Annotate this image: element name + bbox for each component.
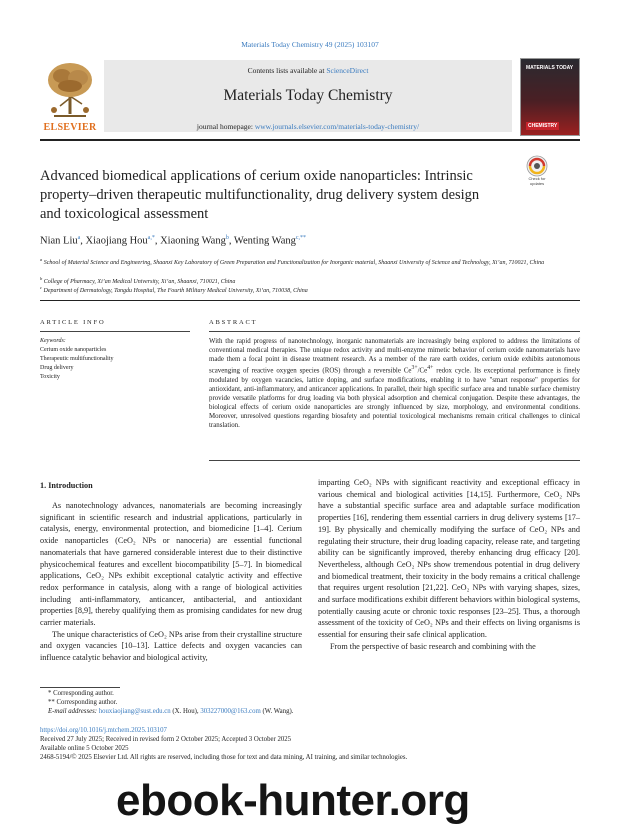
- abstract-superscript: 4+: [427, 365, 434, 372]
- journal-cover-thumbnail[interactable]: [520, 58, 580, 136]
- email-link[interactable]: 303227000@163.com: [200, 708, 261, 715]
- abstract-rule: [209, 331, 580, 332]
- cover-title: MATERIALS TODAY: [526, 65, 574, 71]
- sciencedirect-link[interactable]: ScienceDirect: [326, 66, 369, 75]
- author-affiliation-mark[interactable]: b: [225, 235, 229, 241]
- check-updates-label: Check for updates: [528, 176, 546, 186]
- body-paragraph: As nanotechnology advances, nanomaterials are becoming increasingly significant in scientific research and industrial applications, particularly in catalysis, energy, environmental protection, and biomedicine [1–4]. Cerium oxide nanoparticles (CeO₂ NPs or nanoceria) are essential functional nanomaterials that have garnered considerable interest due to their distinctive physicochemical features and excellent biocompatibility [5–7]. In biomedical applications, CeO₂ NPs exhibit exceptional catalytic activity and effective redox performance in catalysis, along with a range of biological activities including anti-inflammatory, anticancer, antibacterial, and antioxidant properties [8,9], thereby qualifying them as promising candidates for new drug carrier materials.: [40, 501, 302, 628]
- journal-masthead: [40, 58, 580, 136]
- abstract-text: [209, 337, 580, 430]
- body-paragraph: imparting CeO₂ NPs with significant reactivity and exceptional efficacy in various chemical and biological activities [14,15]. Furthermore, CeO₂ NPs have a substantial specific surface area and adaptable surface modification properties [16], rendering them essential carriers in drug delivery systems [17–19]. By physically and chemically modifying the surface of CeO₂ NPs and regulating their structure, their drug loading capacity, release rate, and targeting ability can be significantly improved, thereby enhancing drug efficacy [20]. Nevertheless, although CeO₂ NPs show tremendous potential in drug delivery and biomedical treatment, their toxicity in the body remains a critical challenge that requires urgent resolution [21,22]. CeO₂ NPs with varying shapes, sizes, and surface modifications exhibit different behaviors within biological systems, potentially causing acute or chronic toxic responses [23–25]. Thus, a thorough assessment of the toxicity of CeO₂ NPs and their effects on living organisms is essential for ensuring their safe clinical application.: [318, 478, 580, 640]
- publisher-wordmark: ELSEVIER: [43, 122, 97, 133]
- email-owner: (W. Wang).: [260, 708, 294, 715]
- affiliation-mark: c: [40, 285, 42, 290]
- body-column-right: [318, 477, 580, 653]
- email-owner: (X. Hou),: [170, 708, 201, 715]
- author-affiliation-mark[interactable]: a,*: [147, 235, 155, 241]
- body-column-left: [40, 500, 302, 664]
- author-name[interactable]: Xiaoning Wang: [160, 235, 226, 247]
- affiliation-a: [40, 256, 560, 267]
- homepage-line: [104, 122, 512, 131]
- corresponding-author-note: * Corresponding author.: [48, 690, 114, 697]
- affiliation-mark: b: [40, 276, 43, 281]
- email-line: [48, 707, 293, 716]
- keyword-item: Cerium oxide nanoparticles: [40, 347, 107, 353]
- abstract-part: With the rapid progress of nanotechnology, inorganic nanomaterials are increasingly being explored to address the limitations of conventional medical therapies. The unique redox activity and multi-enzyme mimetic behavior of cerium oxide nanomaterials have made them a focal point in disease treatment research. As a member of the rare earth oxides, cerium oxide exhibits autonomous scavenging of reactive oxygen species (ROS) through a reversible Ce: [209, 338, 580, 375]
- author-name[interactable]: Nian Liu: [40, 235, 78, 247]
- available-online-date: Available online 5 October 2025: [40, 745, 129, 752]
- keyword-item: Drug delivery: [40, 365, 74, 371]
- received-dates: Received 27 July 2025; Received in revised form 2 October 2025; Accepted 3 October 2025: [40, 736, 292, 743]
- article-info-rule: [40, 331, 190, 332]
- article-info-heading: ARTICLE INFO: [40, 319, 106, 326]
- doi-link[interactable]: https://doi.org/10.1016/j.mtchem.2025.103107: [40, 727, 167, 734]
- journal-reference-link[interactable]: Materials Today Chemistry 49 (2025) 103107: [241, 40, 379, 49]
- author-name[interactable]: Xiaojiang Hou: [85, 235, 148, 247]
- cover-word: CHEMISTRY: [528, 123, 558, 129]
- footnote-rule: [40, 687, 120, 688]
- author-affiliation-mark[interactable]: a: [77, 235, 81, 241]
- masthead-box: [104, 60, 512, 132]
- journal-name: Materials Today Chemistry: [223, 87, 393, 104]
- affiliation-text: School of Material Science and Engineering, Shaanxi Key Laboratory of Green Preparation and Functionalization for Inorganic material, Shaanxi University of Science and Technology, Xi’an, 710021, China: [43, 260, 545, 266]
- abstract-heading: ABSTRACT: [209, 319, 258, 326]
- masthead-rule: [40, 139, 580, 141]
- keyword-item: Therapeutic multifunctionality: [40, 356, 114, 362]
- affiliation-text: Department of Dermatology, Tangdu Hospital, The Fourth Military Medical University, Xi’an, 710038, China: [43, 288, 308, 294]
- corresponding-author-note: ** Corresponding author.: [48, 699, 118, 706]
- check-for-updates-badge[interactable]: [521, 155, 553, 189]
- header-rule: [40, 300, 580, 301]
- section-heading-introduction: 1. Introduction: [40, 481, 93, 490]
- abstract-bottom-rule: [209, 460, 580, 461]
- affiliation-mark: a: [40, 257, 43, 262]
- article-title: Advanced biomedical applications of cerium oxide nanoparticles: Intrinsic property–driven therapeutic multifunctionality, drug delivery system design and toxicological assessment: [40, 168, 480, 222]
- abstract-superscript: 3+: [411, 365, 418, 372]
- keywords-label: Keywords:: [40, 338, 66, 344]
- author-name[interactable]: Wenting Wang: [233, 235, 296, 247]
- affiliation-c: [40, 284, 560, 295]
- abstract-part: /Ce: [417, 367, 428, 375]
- check-updates-icon: [521, 155, 553, 177]
- email-label: E-mail addresses:: [48, 708, 99, 715]
- affiliation-text: College of Pharmacy, Xi’an Medical University, Xi’an, Shaanxi, 710021, China: [43, 279, 236, 285]
- body-paragraph: From the perspective of basic research and combining with the: [330, 641, 536, 651]
- journal-homepage-link[interactable]: www.journals.elsevier.com/materials-today-chemistry/: [254, 122, 420, 131]
- homepage-prefix: journal homepage:: [196, 122, 255, 131]
- abstract-part: redox cycle. Its exceptional performance is finely modulated by oxygen vacancies, lattice doping, and surface modifications, enabling it to have "smart response" properties for antioxidant, anti-inflammatory, and anticancer applications. In parallel, their high specific surface area and tunable surface chemistry provide versatile platforms for drug loading via both physical adsorption and chemical conjugation. Despite these advantages, the biological effects of cerium oxide nanoparticles are strongly influenced by size, morphology, and environmental conditions. Moreover, unresolved questions regarding biosafety and potential toxicological mechanisms remain critical challenges to clinical translation.: [209, 367, 580, 430]
- author-affiliation-mark[interactable]: c,**: [295, 235, 307, 241]
- email-link[interactable]: houxiaojiang@sust.edu.cn: [98, 708, 171, 715]
- body-paragraph: The unique characteristics of CeO₂ NPs arise from their crystalline structure and oxygen vacancies [10–13]. Lattice defects and oxygen vacancies can influence catalytic behavior and biological activity,: [40, 629, 302, 663]
- watermark-text: ebook-hunter.org: [116, 776, 470, 825]
- contents-line: [104, 66, 512, 75]
- contents-prefix: Contents lists available at: [247, 66, 327, 75]
- keyword-item: Toxicity: [40, 374, 60, 380]
- author-list: Nian Liu$^a$, Xiaojiang Hou$^{a,*}$, Xiaoning Wang$^b$, Wenting Wang$^{c,**}$: [40, 235, 307, 247]
- copyright-line: 2468-5194/© 2025 Elsevier Ltd. All rights are reserved, including those for text and data mining, AI training, and similar technologies.: [40, 754, 408, 761]
